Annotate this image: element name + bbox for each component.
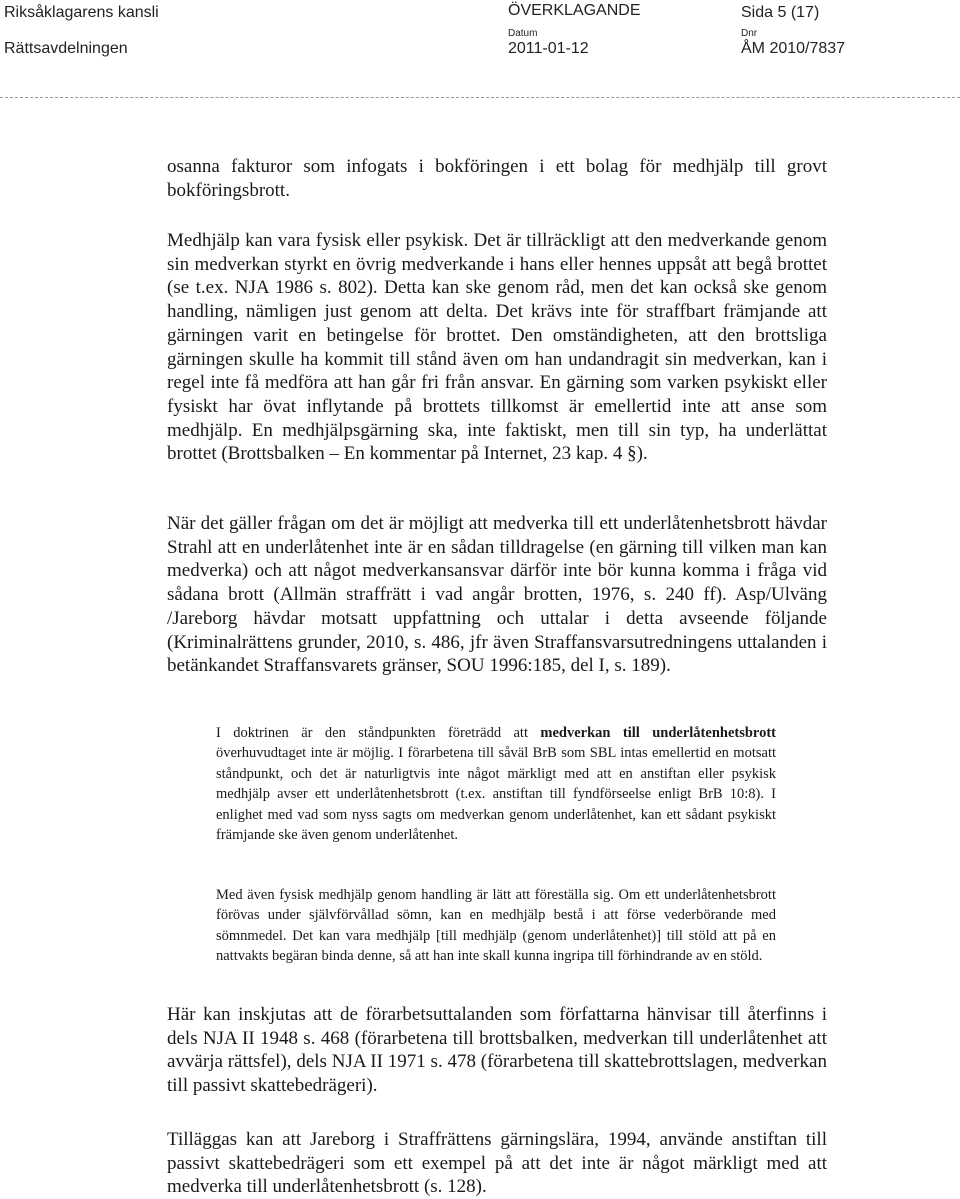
document-type: ÖVERKLAGANDE — [508, 2, 641, 19]
paragraph-4: Här kan inskjutas att de förarbetsuttalanden som författarna hänvisar till återfinns i dels NJA II 1948 s. 468 (förarbetena till brottsbalken, medverkan till underlåtenhet att avvärja rättsfel), dels NJA II 1971 s. 478 (förarbetena till skattebrottslagen, medverkan till passivt skattebedrägeri). — [167, 1004, 827, 1097]
document-date: 2011-01-12 — [508, 40, 589, 57]
department-name: Rättsavdelningen — [4, 40, 128, 57]
dnr-value: ÅM 2010/7837 — [741, 40, 846, 57]
paragraph-2: Medhjälp kan vara fysisk eller psykisk. Det är tillräckligt att den medverkande genom sin medverkan styrkt en övrig medverkande i hans eller hennes uppsåt att begå brottet (se t.ex. NJA 1986 s. 802). Detta kan ske genom råd, men det kan också ske genom handling, nämligen just genom att delta. Det krävs inte för straffbart främjande att gärningen varit en betingelse för brottet. Den omständigheten, att den brottsliga gärningen skulle ha kommit till stånd även om han undandragit sin medverkan, kan i regel inte få medföra att han går fri från ansvar. En gärning som varken psykiskt eller fysiskt har övat inflytande på brottets tillkomst är emellertid inte att anse som medhjälp. En medhjälpsgärning ska, inte faktiskt, men till sin typ, ha underlättat brottet (Brottsbalken – En kommentar på Internet, 23 kap. 4 §). — [167, 230, 827, 465]
quote-1-emphasis: medverkan till underlåtenhetsbrott — [540, 725, 776, 741]
dnr-label: Dnr — [741, 28, 758, 39]
header-divider — [0, 97, 960, 98]
quote-1-text-end: överhuvudtaget inte är möjlig. I förarbetena till såväl BrB som SBL intas emellertid en motsatt ståndpunkt, och det är naturligtvis inte något märkligt med att en anstiftan eller psykisk medhjälp avser ett underlåtenhetsbrott (t.ex. anstiftan till fyndförseelse enligt BrB 10:8). I enlighet med vad som nyss sagts om medverkan genom underlåtenhet, kan ett sådant psykiskt främjande ske även genom underlåtenhet. — [216, 745, 776, 844]
paragraph-3: När det gäller frågan om det är möjligt att medverka till ett underlåtenhetsbrott hävdar Strahl att en underlåtenhet inte är en sådan tilldragelse (en gärning till vilken man kan medverka) och att något medverkansansvar därför inte bör kunna komma i fråga vid sådana brott (Allmän straffrätt i vad angår brotten, 1976, s. 240 ff). Asp/Ulväng /Jareborg hävdar motsatt uppfattning och uttalar i detta avseende följande (Kriminalrättens grunder, 2010, s. 486, jfr även Straffansvarsutredningens uttalanden i betänkandet Straffansvarets gränser, SOU 1996:185, del I, s. 189). — [167, 513, 827, 677]
quote-1-text-start: I doktrinen är den ståndpunkten företrädd att — [216, 725, 541, 741]
date-label: Datum — [508, 28, 538, 39]
org-name: Riksåklagarens kansli — [4, 4, 159, 21]
paragraph-1: osanna fakturor som infogats i bokföringen i ett bolag för medhjälp till grovt bokföringsbrott. — [167, 156, 827, 201]
block-quote-1 — [216, 723, 776, 845]
page-number: Sida 5 (17) — [741, 4, 820, 21]
paragraph-5: Tilläggas kan att Jareborg i Straffrättens gärningslära, 1994, använde anstiftan till passivt skattebedrägeri som ett exempel på att det inte är något märkligt med att medverka till underlåtenhetsbrott (s. 128). — [167, 1129, 827, 1198]
block-quote-2: Med även fysisk medhjälp genom handling är lätt att föreställa sig. Om ett underlåtenhetsbrott förövas under självförvållad sömn, kan en medhjälp bestå i att förse vederbörande med sömnmedel. Det kan vara medhjälp [till medhjälp (genom underlåtenhet)] till stöld att på en nattvakts begäran binda denne, så att han inte skall kunna ingripa till förhindrande av en stöld. — [216, 887, 776, 965]
